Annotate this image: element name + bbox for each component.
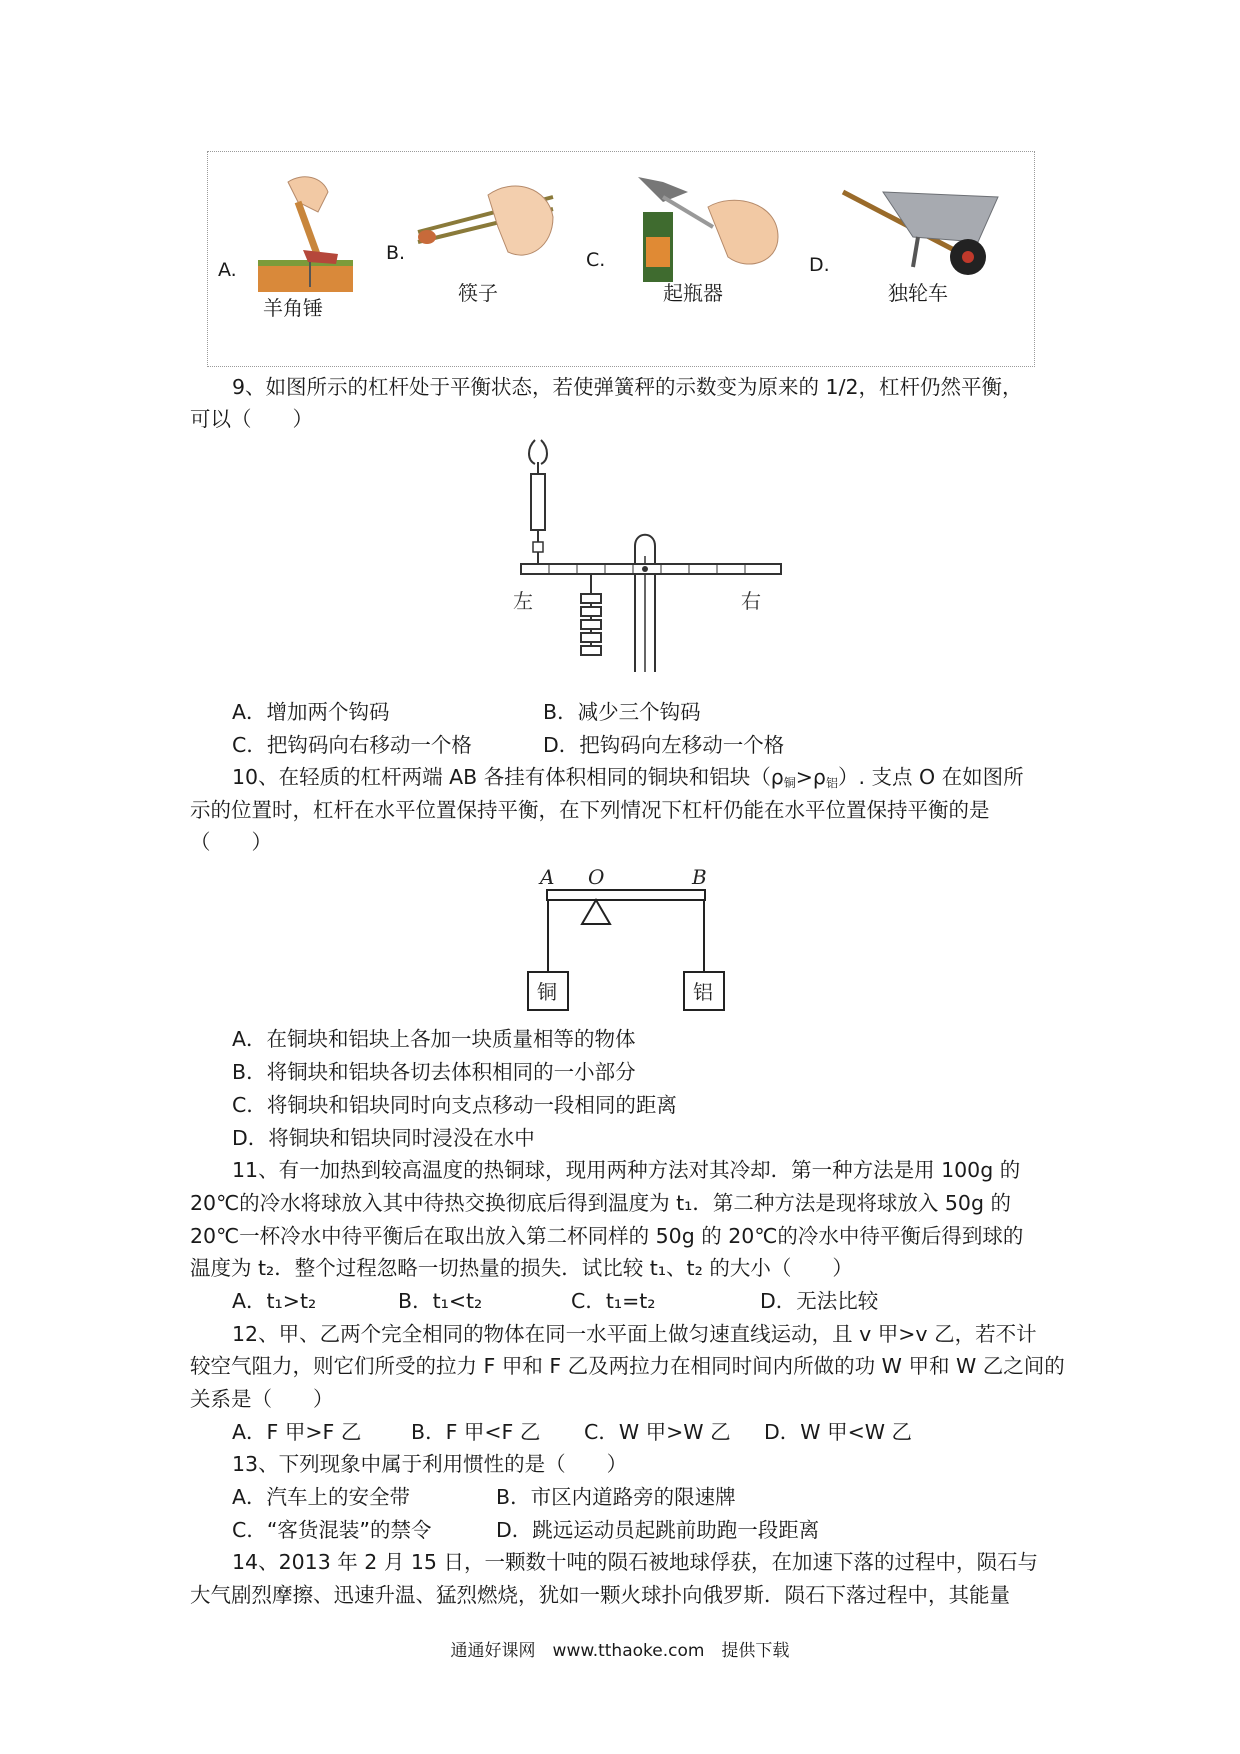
- q10-text-line2: 示的位置时，杠杆在水平位置保持平衡，在下列情况下杠杆仍能在水平位置保持平衡的是: [190, 798, 990, 822]
- q11-text-line4: 温度为 t₂．整个过程忽略一切热量的损失．试比较 t₁、t₂ 的大小（ ）: [190, 1256, 853, 1280]
- q13-text-line1: 13、下列现象中属于利用惯性的是（ ）: [232, 1452, 628, 1476]
- q12-option-c[interactable]: C．W 甲>W 乙: [584, 1420, 731, 1444]
- q9-label-right: 右: [741, 589, 761, 613]
- q10-block-aluminum: 铝: [693, 980, 713, 1004]
- q10-label-a: A: [540, 865, 555, 889]
- q10-block-copper: 铜: [537, 980, 557, 1004]
- q10-option-a[interactable]: A．在铜块和铝块上各加一块质量相等的物体: [232, 1027, 636, 1051]
- q13-option-c[interactable]: C．“客货混装”的禁令: [232, 1518, 432, 1542]
- q11-option-a[interactable]: A．t₁>t₂: [232, 1289, 317, 1313]
- q14-text-line1: 14、2013 年 2 月 15 日，一颗数十吨的陨石被地球俘获，在加速下落的过程中，陨石与: [232, 1550, 1038, 1574]
- q11-text-line1: 11、有一加热到较高温度的热铜球，现用两种方法对其冷却．第一种方法是用 100g 的: [232, 1158, 1021, 1182]
- footer-watermark: 通通好课网 www.tthaoke.com 提供下载: [450, 1641, 790, 1661]
- q12-text-line1: 12、甲、乙两个完全相同的物体在同一水平面上做匀速直线运动，且 v 甲>v 乙，若不计: [232, 1322, 1037, 1346]
- wheelbarrow-icon: [838, 167, 1008, 282]
- q12-option-b[interactable]: B．F 甲<F 乙: [411, 1420, 541, 1444]
- option-d-letter: D.: [809, 254, 830, 276]
- q13-option-a[interactable]: A．汽车上的安全带: [232, 1485, 411, 1509]
- q10-sub-copper: 铜: [783, 776, 796, 790]
- q13-option-b[interactable]: B．市区内道路旁的限速牌: [496, 1485, 736, 1509]
- q9-option-b[interactable]: B．减少三个钩码: [543, 700, 701, 724]
- q12-text-line3: 关系是（ ）: [190, 1387, 334, 1411]
- q11-text-line3: 20℃一杯冷水中待平衡后在取出放入第二杯同样的 50g 的 20℃的冷水中待平衡后得到球的: [190, 1224, 1024, 1248]
- q11-text-line2: 20℃的冷水将球放入其中待热交换彻底后得到温度为 t₁．第二种方法是现将球放入 50g 的: [190, 1191, 1012, 1215]
- q12-text-line2: 较空气阻力，则它们所受的拉力 F 甲和 F 乙及两拉力在相同时间内所做的功 W 甲和 W 乙之间的: [190, 1354, 1065, 1378]
- q11-option-b[interactable]: B．t₁<t₂: [398, 1289, 483, 1313]
- option-c-letter: C.: [586, 249, 606, 271]
- q11-option-d[interactable]: D．无法比较: [760, 1289, 879, 1313]
- q9-lever-diagram: [505, 436, 795, 672]
- q9-text-line2: 可以（ ）: [190, 407, 313, 431]
- q9-option-c[interactable]: C．把钩码向右移动一个格: [232, 733, 472, 757]
- q9-label-left: 左: [513, 589, 533, 613]
- lever-tools-figure: [207, 151, 1035, 367]
- q11-option-c[interactable]: C．t₁=t₂: [571, 1289, 656, 1313]
- q10-option-d[interactable]: D．将铜块和铝块同时浸没在水中: [232, 1126, 535, 1150]
- q10-sub-aluminum: 铝: [825, 776, 838, 790]
- q9-text-line1: 9、如图所示的杠杆处于平衡状态，若使弹簧秤的示数变为原来的 1/2，杠杆仍然平衡，: [232, 375, 1023, 399]
- claw-hammer-icon: [248, 172, 358, 302]
- q9-option-d[interactable]: D．把钩码向左移动一个格: [543, 733, 785, 757]
- q9-option-a[interactable]: A．增加两个钩码: [232, 700, 390, 724]
- q10-label-o: O: [588, 865, 605, 889]
- option-b-caption: 筷子: [458, 281, 498, 305]
- bottle-opener-icon: [618, 167, 783, 287]
- option-b-letter: B.: [386, 242, 406, 264]
- q10-option-c[interactable]: C．将铜块和铝块同时向支点移动一段相同的距离: [232, 1093, 677, 1117]
- q10-text-line3: （ ）: [190, 830, 272, 854]
- option-c-caption: 起瓶器: [663, 281, 723, 305]
- q10-lever-diagram: [520, 864, 730, 1012]
- option-d-caption: 独轮车: [888, 281, 948, 305]
- q13-option-d[interactable]: D．跳远运动员起跳前助跑一段距离: [496, 1518, 820, 1542]
- q10-text-line1-start: 10、在轻质的杠杆两端 AB 各挂有体积相同的铜块和铝块（ρ: [232, 765, 784, 789]
- option-a-letter: A.: [218, 259, 237, 281]
- q10-option-b[interactable]: B．将铜块和铝块各切去体积相同的一小部分: [232, 1060, 636, 1084]
- q10-label-b: B: [692, 865, 707, 889]
- q14-text-line2: 大气剧烈摩擦、迅速升温、猛烈燃烧，犹如一颗火球扑向俄罗斯．陨石下落过程中，其能量: [190, 1583, 1010, 1607]
- option-a-caption: 羊角锤: [263, 296, 323, 320]
- q10-text-line1: [232, 763, 1024, 794]
- q12-option-a[interactable]: A．F 甲>F 乙: [232, 1420, 362, 1444]
- q10-text-line1-end: ）. 支点 O 在如图所: [837, 765, 1024, 789]
- q12-option-d[interactable]: D．W 甲<W 乙: [764, 1420, 913, 1444]
- chopsticks-icon: [413, 177, 563, 277]
- q10-text-mid: >ρ: [795, 765, 826, 789]
